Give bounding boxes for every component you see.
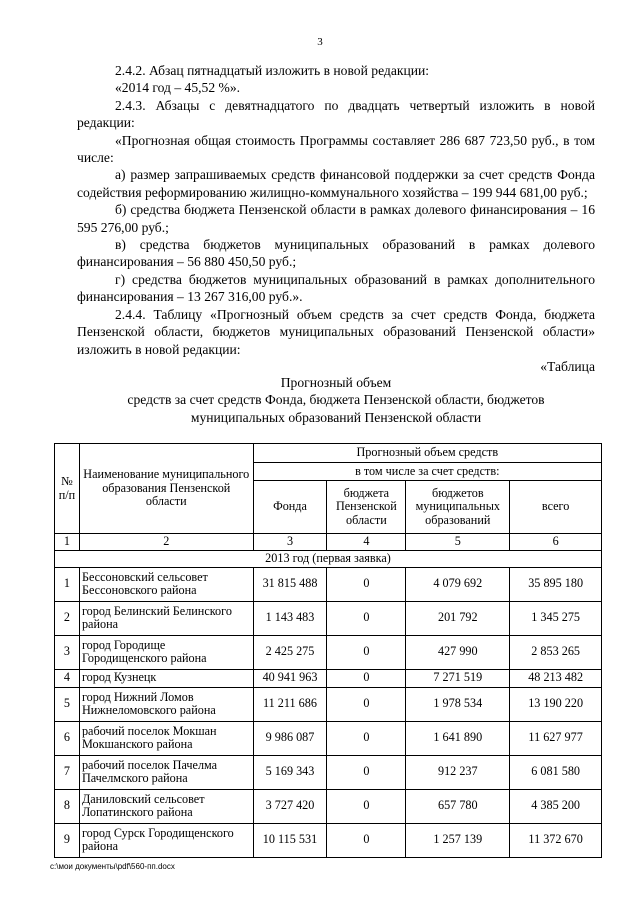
table-row: [55, 789, 602, 823]
page-number: 3: [317, 36, 323, 48]
paragraph: 2.4.2. Абзац пятнадцатый изложить в новой редакции:: [115, 63, 430, 78]
header-num: № п/п: [55, 444, 80, 534]
file-path-footer: c:\мои документы\pdf\560-пп.docx: [50, 862, 175, 871]
header-total: всего: [510, 481, 602, 534]
municipal-amount: 201 792: [406, 601, 510, 635]
table-title: [77, 374, 595, 426]
column-number: 4: [327, 534, 406, 551]
table-row: [55, 669, 602, 687]
table-title-line: Прогнозный объем: [280, 375, 392, 390]
municipal-amount: 7 271 519: [406, 669, 510, 687]
municipality-name: Бессоновский сельсовет Бессоновского района: [79, 567, 253, 601]
regional-amount: 0: [327, 789, 406, 823]
fund-amount: 5 169 343: [253, 755, 327, 789]
row-number: 7: [55, 755, 80, 789]
regional-amount: 0: [327, 755, 406, 789]
column-number: 1: [55, 534, 80, 551]
municipality-name: город Городище Городищенского района: [79, 635, 253, 669]
municipal-amount: 657 780: [406, 789, 510, 823]
paragraph: б) средства бюджета Пензенской области в рамках долевого финансирования – 16 595 276,00 руб.;: [77, 202, 595, 235]
fund-amount: 9 986 087: [253, 721, 327, 755]
row-number: 3: [55, 635, 80, 669]
table-row: [55, 755, 602, 789]
total-amount: 1 345 275: [510, 601, 602, 635]
table-label: «Таблица: [540, 358, 595, 374]
funding-table: [54, 443, 602, 858]
header-regional: бюджета Пензенской области: [327, 481, 406, 534]
header-forecast: Прогнозный объем средств: [253, 444, 601, 463]
fund-amount: 40 941 963: [253, 669, 327, 687]
municipal-amount: 1 641 890: [406, 721, 510, 755]
row-number: 8: [55, 789, 80, 823]
municipality-name: город Белинский Белинского района: [79, 601, 253, 635]
section-header: 2013 год (первая заявка): [55, 550, 602, 567]
table-row: [55, 687, 602, 721]
municipality-name: рабочий поселок Мокшан Мокшанского района: [79, 721, 253, 755]
total-amount: 13 190 220: [510, 687, 602, 721]
paragraph: 2.4.3. Абзацы с девятнадцатого по двадцать четвертый изложить в новой редакции:: [77, 97, 595, 131]
fund-amount: 2 425 275: [253, 635, 327, 669]
regional-amount: 0: [327, 635, 406, 669]
table-title-line: муниципальных образований Пензенской области: [190, 409, 482, 425]
total-amount: 11 627 977: [510, 721, 602, 755]
fund-amount: 11 211 686: [253, 687, 327, 721]
row-number: 6: [55, 721, 80, 755]
document-body: [77, 62, 595, 375]
municipal-amount: 912 237: [406, 755, 510, 789]
table-title-line: средств за счет средств Фонда, бюджета Пензенской области, бюджетов: [127, 392, 545, 408]
table-row: [55, 635, 602, 669]
column-number: 6: [510, 534, 602, 551]
paragraph: 2.4.4. Таблицу «Прогнозный объем средств за счет средств Фонда, бюджета Пензенской области, бюджетов муниципальных образований Пензенской области» изложить в новой редакции:: [77, 306, 595, 357]
regional-amount: 0: [327, 823, 406, 857]
column-number: 3: [253, 534, 327, 551]
municipal-amount: 1 257 139: [406, 823, 510, 857]
municipal-amount: 427 990: [406, 635, 510, 669]
column-number-row: [55, 534, 602, 551]
row-number: 5: [55, 687, 80, 721]
municipality-name: город Сурск Городищенского района: [79, 823, 253, 857]
fund-amount: 1 143 483: [253, 601, 327, 635]
total-amount: 4 385 200: [510, 789, 602, 823]
row-number: 4: [55, 669, 80, 687]
municipality-name: Даниловский сельсовет Лопатинского района: [79, 789, 253, 823]
total-amount: 11 372 670: [510, 823, 602, 857]
municipality-name: город Кузнецк: [79, 669, 253, 687]
paragraph: «Прогнозная общая стоимость Программы составляет 286 687 723,50 руб., в том числе:: [77, 132, 595, 166]
municipal-amount: 4 079 692: [406, 567, 510, 601]
municipal-amount: 1 978 534: [406, 687, 510, 721]
header-fund: Фонда: [253, 481, 327, 534]
column-number: 5: [406, 534, 510, 551]
regional-amount: 0: [327, 687, 406, 721]
table-row: [55, 567, 602, 601]
municipality-name: рабочий поселок Пачелма Пачелмского района: [79, 755, 253, 789]
total-amount: 48 213 482: [510, 669, 602, 687]
regional-amount: 0: [327, 669, 406, 687]
header-including: в том числе за счет средств:: [253, 463, 601, 481]
table-row: [55, 601, 602, 635]
regional-amount: 0: [327, 721, 406, 755]
fund-amount: 10 115 531: [253, 823, 327, 857]
row-number: 1: [55, 567, 80, 601]
paragraph: г) средства бюджетов муниципальных образований в рамках дополнительного финансирования – 13 267 316,00 руб.».: [77, 271, 595, 305]
column-number: 2: [79, 534, 253, 551]
header-municipal: бюджетов муниципальных образований: [406, 481, 510, 534]
header-name: Наименование муниципального образования Пензенской области: [79, 444, 253, 534]
fund-amount: 3 727 420: [253, 789, 327, 823]
regional-amount: 0: [327, 567, 406, 601]
total-amount: 35 895 180: [510, 567, 602, 601]
row-number: 9: [55, 823, 80, 857]
row-number: 2: [55, 601, 80, 635]
table-row: [55, 721, 602, 755]
paragraph: а) размер запрашиваемых средств финансовой поддержки за счет средств Фонда содействия реформированию жилищно-коммунального хозяйства – 199 944 681,00 руб.;: [77, 167, 595, 200]
total-amount: 6 081 580: [510, 755, 602, 789]
total-amount: 2 853 265: [510, 635, 602, 669]
fund-amount: 31 815 488: [253, 567, 327, 601]
regional-amount: 0: [327, 601, 406, 635]
paragraph: в) средства бюджетов муниципальных образований в рамках долевого финансирования – 56 880 450,50 руб.;: [77, 237, 595, 270]
municipality-name: город Нижний Ломов Нижнеломовского района: [79, 687, 253, 721]
paragraph: «2014 год – 45,52 %».: [115, 80, 241, 96]
table-row: [55, 823, 602, 857]
